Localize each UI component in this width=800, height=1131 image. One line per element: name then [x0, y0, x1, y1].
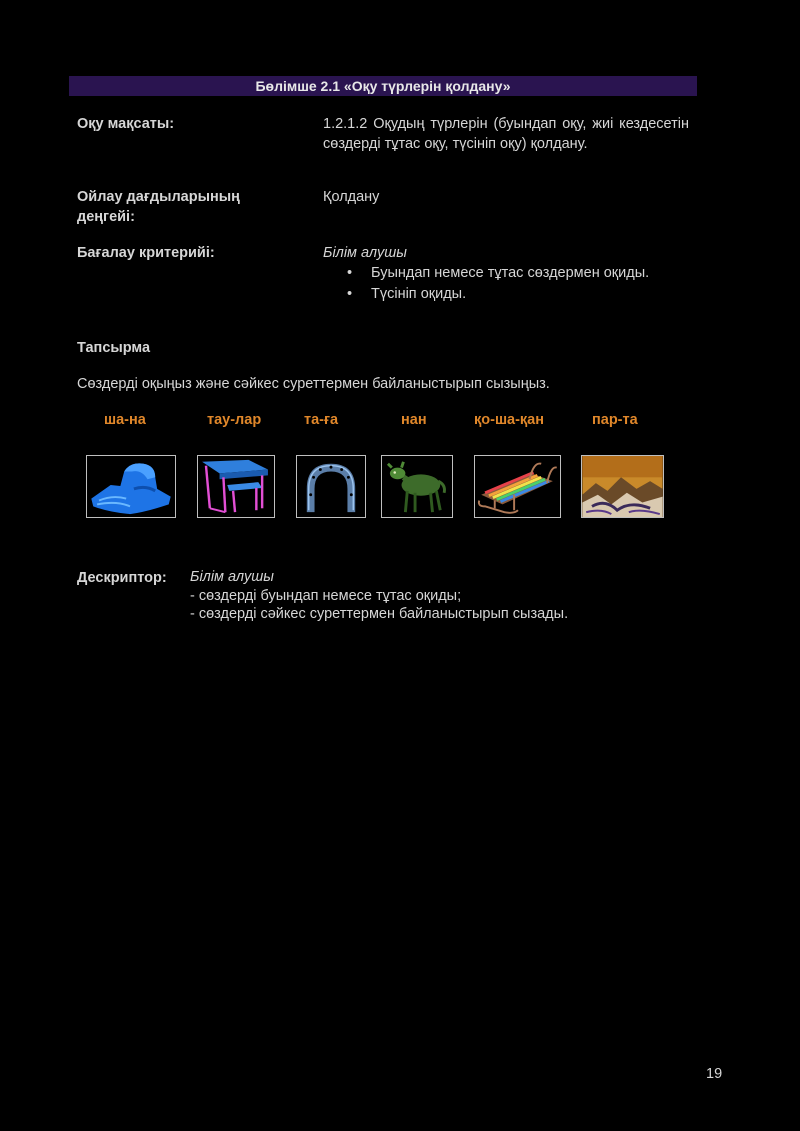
school-desk-image — [198, 456, 274, 517]
thinking-level-label — [77, 187, 240, 227]
descriptor-line: - сөздерді буындап немесе тұтас оқиды; — [190, 588, 462, 604]
thinking-level-label-line1: Ойлау дағдыларының — [77, 189, 240, 205]
picture-sled — [474, 455, 561, 518]
criteria-item — [323, 284, 689, 305]
descriptor-line: - сөздерді сәйкес суреттермен байланыстырып сызады. — [190, 606, 569, 622]
task-heading: Тапсырма — [77, 340, 151, 356]
lamb-image — [382, 456, 452, 517]
section-title-banner: Бөлімше 2.1 «Оқу түрлерін қолдану» — [69, 76, 697, 96]
mountains-image — [582, 456, 663, 517]
word-qo-sha-qan: қо-ша-қан — [474, 412, 545, 428]
descriptor-intro: Білім алушы — [190, 569, 274, 585]
picture-lamb — [381, 455, 453, 518]
objective-label: Оқу мақсаты: — [77, 116, 175, 132]
criteria-label: Бағалау критерийі: — [77, 245, 215, 261]
criteria-item — [323, 263, 689, 284]
bullet-icon: • — [347, 285, 353, 302]
bullet-icon: • — [347, 265, 353, 281]
criteria-block — [323, 243, 689, 304]
picture-school-desk — [197, 455, 275, 518]
thinking-level-label-line2: деңгейі: — [77, 209, 135, 225]
criteria-item-text: Буындап немесе тұтас сөздермен оқиды. — [371, 265, 650, 281]
criteria-list — [323, 263, 689, 304]
objective-value: 1.2.1.2 Оқудың түрлерін (буындап оқу, жиі кездесетін сөздерді тұтас оқу, түсініп оқу) қолдану. — [323, 116, 689, 152]
word-sha-na: ша-на — [104, 412, 146, 428]
word-par-ta: пар-та — [592, 412, 638, 428]
page-number: 19 — [706, 1066, 723, 1082]
word-tau-lar: тау-лар — [207, 412, 262, 428]
criteria-item-text: Түсініп оқиды. — [371, 285, 467, 302]
criteria-intro: Білім алушы — [323, 245, 407, 261]
picture-mountains — [581, 455, 664, 518]
thinking-level-value: Қолдану — [323, 189, 380, 205]
task-instruction: Сөздерді оқыңыз және сәйкес суреттермен байланыстырып сызыңыз. — [77, 376, 550, 392]
picture-bread-loaf — [86, 455, 176, 518]
word-ta-gha: та-ға — [304, 412, 339, 428]
bread-loaf-image — [87, 456, 175, 517]
word-nan: нан — [401, 412, 427, 428]
word-row — [0, 412, 800, 432]
descriptor-label: Дескриптор: — [77, 570, 167, 586]
picture-horseshoe — [296, 455, 366, 518]
sled-image — [475, 456, 560, 517]
horseshoe-image — [297, 456, 365, 517]
